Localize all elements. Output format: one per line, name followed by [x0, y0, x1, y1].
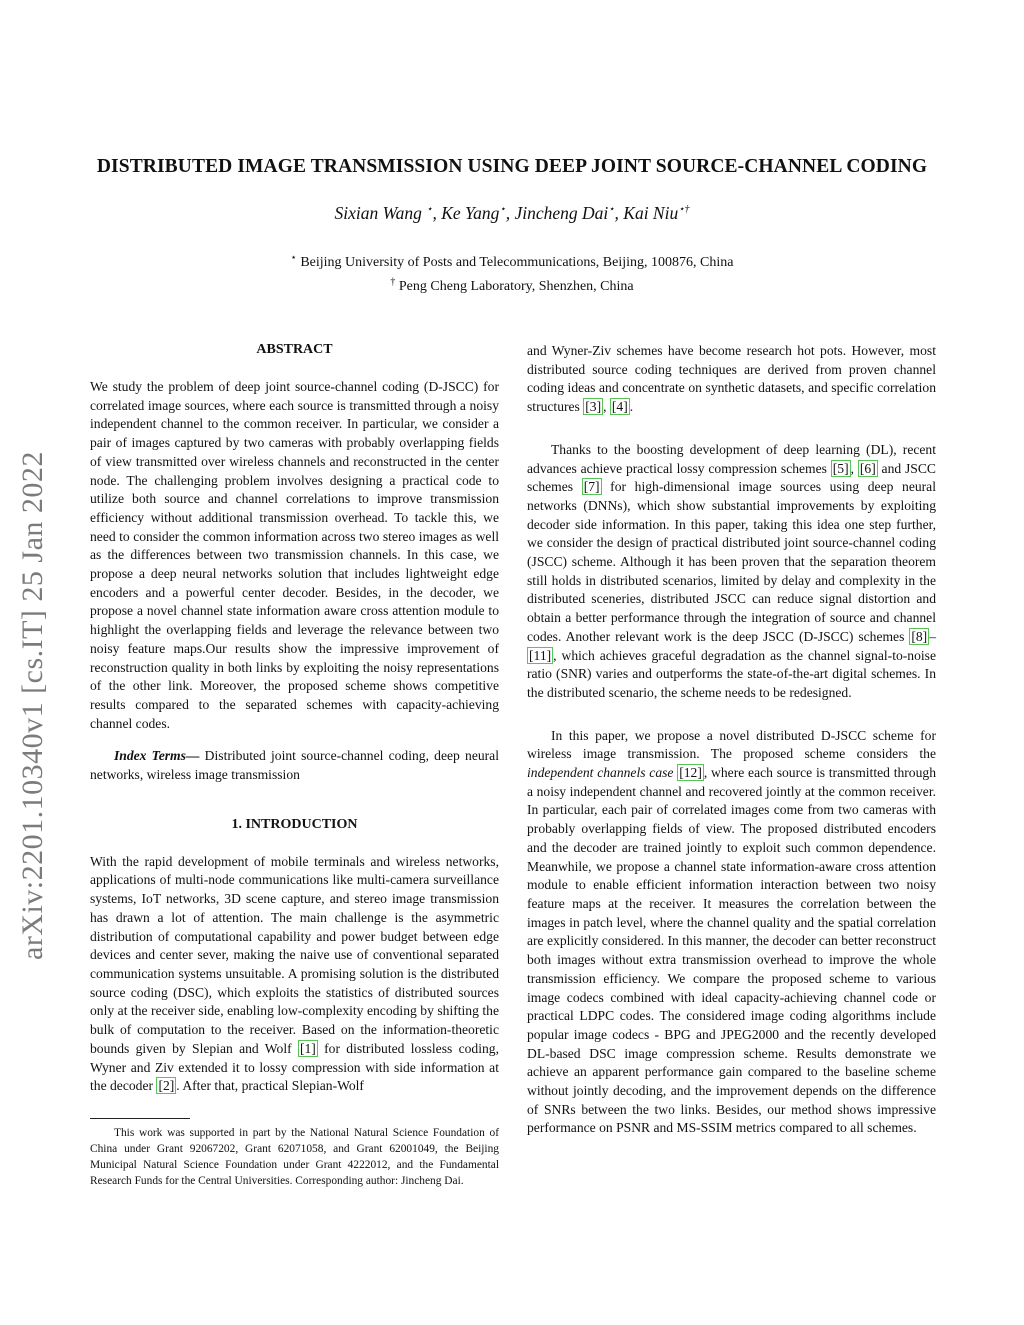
author-mark: ⋆†	[678, 204, 690, 216]
text-run: , which achieves graceful degradation as the channel signal-to-noise ratio (SNR) varies and outperforms the state-of-the-art digital schemes. In the distributed scenario, the scheme needs to be redesigned.	[527, 647, 936, 700]
index-terms-text: Distributed joint source-channel coding, deep neural networks, wireless image transmission	[90, 748, 499, 783]
citation-link[interactable]: [8]	[911, 628, 928, 644]
intro-paragraph-1	[90, 853, 499, 1096]
author-name: Sixian Wang	[334, 203, 422, 223]
emphasis-text: independent channels case	[527, 765, 674, 781]
author-mark: ⋆	[608, 204, 615, 216]
index-terms	[90, 747, 499, 784]
text-run: , where each source is transmitted through a noisy independent channel and recovered jointly at the common receiver. In particular, each pair of correlated images come from two cameras with probably overlapping fields of view. The proposed distributed encoders and the decoder are trained jointly to exploit such common dependence. Meanwhile, we propose a channel state information-aware cross attention module to enable efficient information interaction between two noisy feature maps at the receiver. It measures the correlation between the images in patch level, where the channel quality and the spatial correlation are explicitly considered. In this manner, the decoder can better reconstruct both images without extra transmission overhead to improve the whole transmission efficiency. We compare the proposed scheme to various image codecs combined with ideal capacity-achieving channel code or practical LDPC codes. The considered image coding algorithms include popular image codecs - BPG and JPEG2000 and the recently developed DL-based DSC image compression scheme. Results demonstrate we achieve an apparent performance gain compared to the baseline scheme without jointly decoding, and the improvement depends on the difference of SNRs between the two links. Besides, our method shows impressive performance on PSNR and MS-SSIM metrics compared to all schemes.	[527, 765, 936, 1136]
author-list: Sixian Wang ⋆, Ke Yang⋆, Jincheng Dai⋆, Kai Niu⋆†	[334, 203, 690, 223]
text-run: and Wyner-Ziv schemes have become research hot pots. However, most distributed source coding techniques are derived from proven channel coding ideas and concentrate on synthetic datasets, and specific correlation structures	[527, 343, 936, 415]
text-run: Thanks to the boosting development of deep learning (DL), recent advances achieve practical lossy compression schemes	[527, 441, 936, 476]
abstract-heading: ABSTRACT	[256, 342, 333, 357]
text-run: ,	[850, 460, 858, 476]
author-name: Ke Yang	[441, 203, 500, 223]
affiliation-text: Beijing University of Posts and Telecommunications, Beijing, 100876, China	[300, 255, 734, 270]
citation-link[interactable]: [2]	[158, 1078, 175, 1094]
citation-link[interactable]: [4]	[611, 399, 628, 415]
citation-link[interactable]: [11]	[529, 647, 552, 663]
introduction-heading: 1. INTRODUCTION	[231, 816, 358, 832]
paper-title: DISTRIBUTED IMAGE TRANSMISSION USING DEEP JOINT SOURCE-CHANNEL CODING	[96, 156, 928, 177]
intro-paragraph-2	[527, 441, 936, 703]
intro-paragraph-1-continued	[527, 342, 936, 417]
author-name: Jincheng Dai	[514, 203, 609, 223]
citation-link[interactable]: [3]	[585, 399, 602, 415]
funding-footnote: This work was supported in part by the National Natural Science Foundation of China under Grant 92067202, Grant 62071058, and Grant 62001049, the Beijing Municipal Natural Science Foundation under Grant 4222012, and the Fundamental Research Funds for the Central Universities. Corresponding author: Jincheng Dai.	[90, 1126, 499, 1188]
text-run: –	[929, 628, 936, 644]
text-run: ,	[603, 399, 610, 415]
text-run: In this paper, we propose a novel distributed D-JSCC scheme for wireless image transmission. The proposed scheme considers the	[527, 727, 936, 762]
citation-link[interactable]: [1]	[299, 1040, 316, 1056]
author-name: Kai Niu	[623, 203, 679, 223]
abstract-text: We study the problem of deep joint source-channel coding (D-JSCC) for correlated image sources, where each source is transmitted through a noisy independent channel to the common receiver. In particular, we consider a pair of images captured by two cameras with probably overlapping fields of view transmitted over wireless channels and reconstructed in the center node. The challenging problem involves designing a practical code to utilize both source and channel correlations to improve transmission efficiency without additional transmission overhead. To tackle this, we need to consider the common information across two stereo images as well as the differences between two transmission channels. In this case, we propose a deep neural networks solution that includes lightweight edge encoders and a powerful center decoder. Besides, in the decoder, we propose a novel channel state information aware cross attention module to highlight the overlapping fields and leverage the relevance between two noisy feature maps.Our results show the impressive improvement of reconstruction quality in both links by exploiting the noisy representations of the other link. Moreover, the proposed scheme shows competitive results compared to the separated schemes with capacity-achieving channel codes.	[90, 379, 499, 731]
intro-paragraph-3	[527, 727, 936, 1138]
text-run: .	[629, 399, 634, 415]
affiliation-mark: ⋆	[290, 252, 297, 264]
footnote-divider	[90, 1118, 190, 1119]
citation-link[interactable]: [12]	[679, 765, 702, 781]
arxiv-identifier[interactable]: arXiv:2201.10340v1 [cs.IT] 25 Jan 2022	[16, 451, 49, 960]
left-column	[90, 342, 499, 1189]
citation-link[interactable]: [6]	[859, 460, 876, 476]
affiliation-text: Peng Cheng Laboratory, Shenzhen, China	[398, 279, 634, 294]
text-run: and JSCC schemes	[527, 460, 936, 495]
text-run: for distributed lossless coding, Wyner and Ziv extended it to lossy compression with side information at the decoder	[90, 1040, 499, 1094]
index-terms-label: Index Terms—	[114, 748, 200, 764]
right-column	[527, 342, 936, 1138]
citation-link[interactable]: [5]	[832, 460, 849, 476]
text-run: . After that, practical Slepian-Wolf	[176, 1078, 364, 1094]
affiliation	[60, 252, 964, 271]
text-run: With the rapid development of mobile terminals and wireless networks, applications of multi-node communications like multi-camera surveillance systems, IoT networks, 3D scene capture, and stereo image transmission has drawn a lot of attention. The main challenge is the asymmetric distribution of computational capability and power budget between edge devices and center sever, making the naive use of conventional separated communication systems unsuitable. A promising solution is the distributed source coding (DSC), which exploits the statistics of distributed sources only at the receiver side, enabling low-complexity encoding by shifting the bulk of computation to the receiver. Based on the information-theoretic bounds given by Slepian and Wolf	[90, 853, 499, 1056]
author-mark: ⋆	[499, 204, 506, 216]
citation-link[interactable]: [7]	[583, 479, 600, 495]
affiliation	[60, 276, 964, 295]
text-run: for high-dimensional image sources using deep neural networks (DNNs), which show substantial improvements by exploiting decoder side information. In this paper, taking this idea one step further, we consider the design of practical distributed joint source-channel coding (JSCC) scheme. Although it has been proven that the separation theorem still holds in distributed scenarios, limited by delay and complexity in the distributed sceneries, distributed JSCC can reduce signal distortion and obtain a better performance through the integration of source and channel codes. Another relevant work is the deep JSCC (D-JSCC) schemes	[527, 479, 936, 644]
author-mark: ⋆	[426, 204, 433, 216]
affiliation-mark: †	[390, 276, 396, 288]
